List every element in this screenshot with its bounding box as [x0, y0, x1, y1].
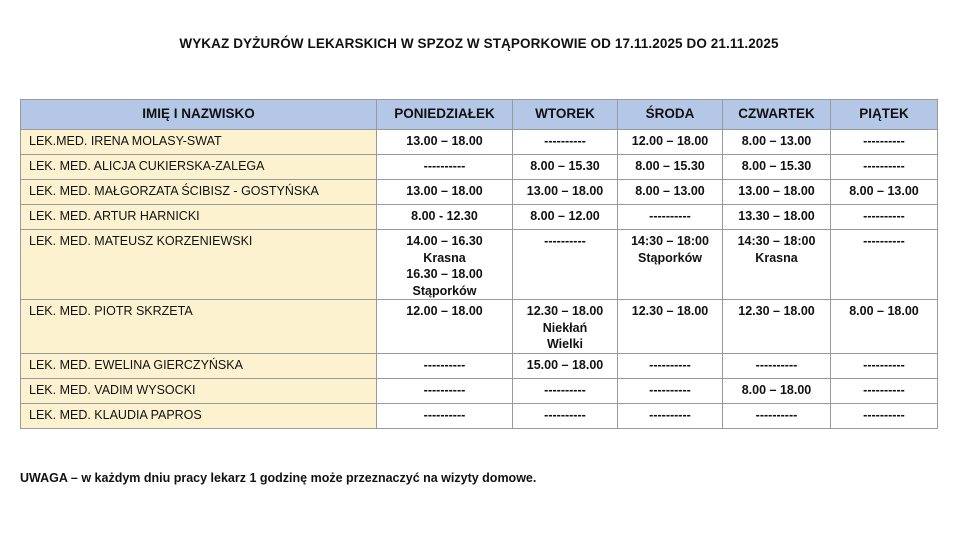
schedule-cell-thursday: [723, 300, 831, 354]
schedule-cell-line: 14:30 – 18:00: [631, 234, 709, 248]
schedule-cell-line: Stąporków: [412, 283, 477, 298]
schedule-cell-wednesday: [618, 378, 723, 403]
schedule-cell-tuesday: [513, 378, 618, 403]
schedule-cell-line: 8.00 – 18.00: [741, 382, 812, 397]
schedule-cell-line: ----------: [755, 407, 798, 422]
schedule-cell-friday: [831, 130, 938, 155]
schedule-cell-line: ----------: [649, 209, 691, 223]
schedule-cell-thursday: [723, 130, 831, 155]
schedule-cell-wednesday: [618, 300, 723, 354]
doctor-name-cell: LEK. MED. PIOTR SKRZETA: [21, 300, 377, 354]
schedule-cell-line: ----------: [863, 134, 905, 148]
table-row: [21, 205, 938, 230]
schedule-cell-line: 8.00 – 15.30: [741, 159, 812, 173]
schedule-cell-wednesday: [618, 155, 723, 180]
doctor-name-cell: LEK. MED. ARTUR HARNICKI: [21, 205, 377, 230]
schedule-cell-line: ----------: [863, 209, 905, 223]
schedule-cell-line: ----------: [863, 357, 905, 372]
table-row: [21, 300, 938, 354]
schedule-cell-line: ----------: [423, 159, 466, 173]
schedule-cell-thursday: [723, 155, 831, 180]
doctor-name-cell: LEK. MED. VADIM WYSOCKI: [21, 378, 377, 403]
schedule-cell-monday: [377, 378, 513, 403]
schedule-cell-tuesday: [513, 205, 618, 230]
schedule-cell-monday: [377, 403, 513, 428]
schedule-cell-friday: [831, 378, 938, 403]
schedule-cell-monday: [377, 205, 513, 230]
schedule-cell-line: 12.00 – 18.00: [631, 134, 709, 148]
schedule-cell-wednesday: [618, 230, 723, 300]
header-thursday: CZWARTEK: [723, 100, 831, 130]
table-row: [21, 378, 938, 403]
schedule-cell-line: 8.00 - 12.30: [411, 209, 478, 223]
schedule-cell-line: Niekłań: [542, 320, 588, 335]
schedule-cell-friday: [831, 353, 938, 378]
schedule-cell-line: 12.30 – 18.00: [738, 304, 815, 318]
schedule-cell-line: 8.00 – 12.00: [530, 209, 600, 223]
schedule-cell-line: ----------: [863, 382, 905, 397]
table-row: [21, 130, 938, 155]
schedule-cell-friday: [831, 205, 938, 230]
schedule-cell-line: 14:30 – 18:00: [737, 234, 816, 248]
schedule-cell-tuesday: [513, 130, 618, 155]
schedule-cell-line: Stąporków: [638, 250, 702, 265]
schedule-cell-line: 16.30 – 18.00: [406, 267, 483, 281]
schedule-cell-monday: [377, 155, 513, 180]
table-header-row: [21, 100, 938, 130]
schedule-cell-line: ----------: [423, 407, 466, 422]
schedule-cell-wednesday: [618, 353, 723, 378]
schedule-cell-line: ----------: [423, 382, 466, 397]
schedule-cell-line: 8.00 – 15.30: [530, 159, 600, 173]
doctor-name-cell: LEK.MED. IRENA MOLASY-SWAT: [21, 130, 377, 155]
schedule-cell-line: 13.30 – 18.00: [738, 209, 815, 223]
table-row: [21, 353, 938, 378]
schedule-cell-line: Krasna: [423, 250, 466, 265]
schedule-cell-line: 13.00 – 18.00: [738, 184, 815, 198]
schedule-cell-line: 8.00 – 13.00: [635, 184, 705, 198]
schedule-cell-wednesday: [618, 180, 723, 205]
schedule-cell-line: ----------: [863, 234, 905, 248]
table-row: [21, 230, 938, 300]
table-row: [21, 403, 938, 428]
schedule-cell-monday: [377, 180, 513, 205]
schedule-cell-monday: [377, 353, 513, 378]
schedule-cell-line: 8.00 – 18.00: [849, 304, 919, 318]
schedule-cell-line: 8.00 – 13.00: [741, 134, 812, 148]
schedule-cell-line: 12.30 – 18.00: [526, 304, 604, 318]
schedule-cell-line: ----------: [863, 407, 905, 422]
schedule-cell-line: ----------: [423, 357, 466, 372]
schedule-cell-line: ----------: [863, 159, 905, 173]
schedule-cell-line: 13.00 – 18.00: [406, 134, 483, 148]
schedule-cell-thursday: [723, 205, 831, 230]
schedule-cell-monday: [377, 130, 513, 155]
header-name: IMIĘ I NAZWISKO: [21, 100, 377, 130]
header-friday: PIĄTEK: [831, 100, 938, 130]
schedule-cell-monday: [377, 230, 513, 300]
schedule-cell-tuesday: [513, 230, 618, 300]
note-text: UWAGA – w każdym dniu pracy lekarz 1 godzinę może przeznaczyć na wizyty domowe.: [20, 471, 537, 485]
schedule-cell-friday: [831, 403, 938, 428]
schedule-cell-friday: [831, 300, 938, 354]
schedule-cell-line: 13.00 – 18.00: [526, 184, 604, 198]
schedule-cell-line: 15.00 – 18.00: [526, 357, 604, 372]
schedule-cell-thursday: [723, 230, 831, 300]
schedule-cell-line: 13.00 – 18.00: [406, 184, 483, 198]
schedule-cell-line: ----------: [649, 407, 691, 422]
header-wednesday: ŚRODA: [618, 100, 723, 130]
schedule-cell-line: Wielki: [546, 337, 583, 351]
schedule-cell-line: ----------: [544, 134, 586, 148]
schedule-cell-line: ----------: [544, 407, 586, 422]
schedule-cell-line: ----------: [649, 382, 691, 397]
schedule-cell-line: 8.00 – 13.00: [849, 184, 919, 198]
duty-schedule-table: [20, 99, 938, 429]
schedule-cell-line: ----------: [755, 357, 798, 372]
schedule-cell-thursday: [723, 378, 831, 403]
table-body: [21, 130, 938, 429]
page-title: WYKAZ DYŻURÓW LEKARSKICH W SPZOZ W STĄPORKOWIE OD 17.11.2025 DO 21.11.2025: [179, 36, 779, 51]
schedule-cell-wednesday: [618, 205, 723, 230]
schedule-cell-wednesday: [618, 403, 723, 428]
header-monday: PONIEDZIAŁEK: [377, 100, 513, 130]
table-row: [21, 155, 938, 180]
doctor-name-cell: LEK. MED. MAŁGORZATA ŚCIBISZ - GOSTYŃSKA: [21, 180, 377, 205]
doctor-name-cell: LEK. MED. EWELINA GIERCZYŃSKA: [21, 353, 377, 378]
schedule-cell-line: 12.00 – 18.00: [406, 304, 483, 318]
schedule-cell-wednesday: [618, 130, 723, 155]
schedule-cell-line: Krasna: [755, 250, 798, 265]
schedule-cell-thursday: [723, 403, 831, 428]
schedule-cell-line: 12.30 – 18.00: [631, 304, 709, 318]
doctor-name-cell: LEK. MED. KLAUDIA PAPROS: [21, 403, 377, 428]
schedule-cell-line: ----------: [544, 234, 586, 248]
schedule-cell-thursday: [723, 180, 831, 205]
doctor-name-cell: LEK. MED. ALICJA CUKIERSKA-ZALEGA: [21, 155, 377, 180]
schedule-cell-thursday: [723, 353, 831, 378]
schedule-cell-tuesday: [513, 353, 618, 378]
table-row: [21, 180, 938, 205]
schedule-cell-tuesday: [513, 155, 618, 180]
schedule-cell-tuesday: [513, 300, 618, 354]
doctor-name-cell: LEK. MED. MATEUSZ KORZENIEWSKI: [21, 230, 377, 300]
schedule-cell-line: ----------: [544, 382, 586, 397]
schedule-cell-friday: [831, 230, 938, 300]
schedule-cell-tuesday: [513, 403, 618, 428]
schedule-cell-friday: [831, 155, 938, 180]
schedule-cell-monday: [377, 300, 513, 354]
header-tuesday: WTOREK: [513, 100, 618, 130]
schedule-cell-friday: [831, 180, 938, 205]
schedule-cell-line: 8.00 – 15.30: [635, 159, 705, 173]
schedule-cell-line: 14.00 – 16.30: [406, 234, 483, 248]
schedule-cell-line: ----------: [649, 357, 691, 372]
schedule-cell-tuesday: [513, 180, 618, 205]
